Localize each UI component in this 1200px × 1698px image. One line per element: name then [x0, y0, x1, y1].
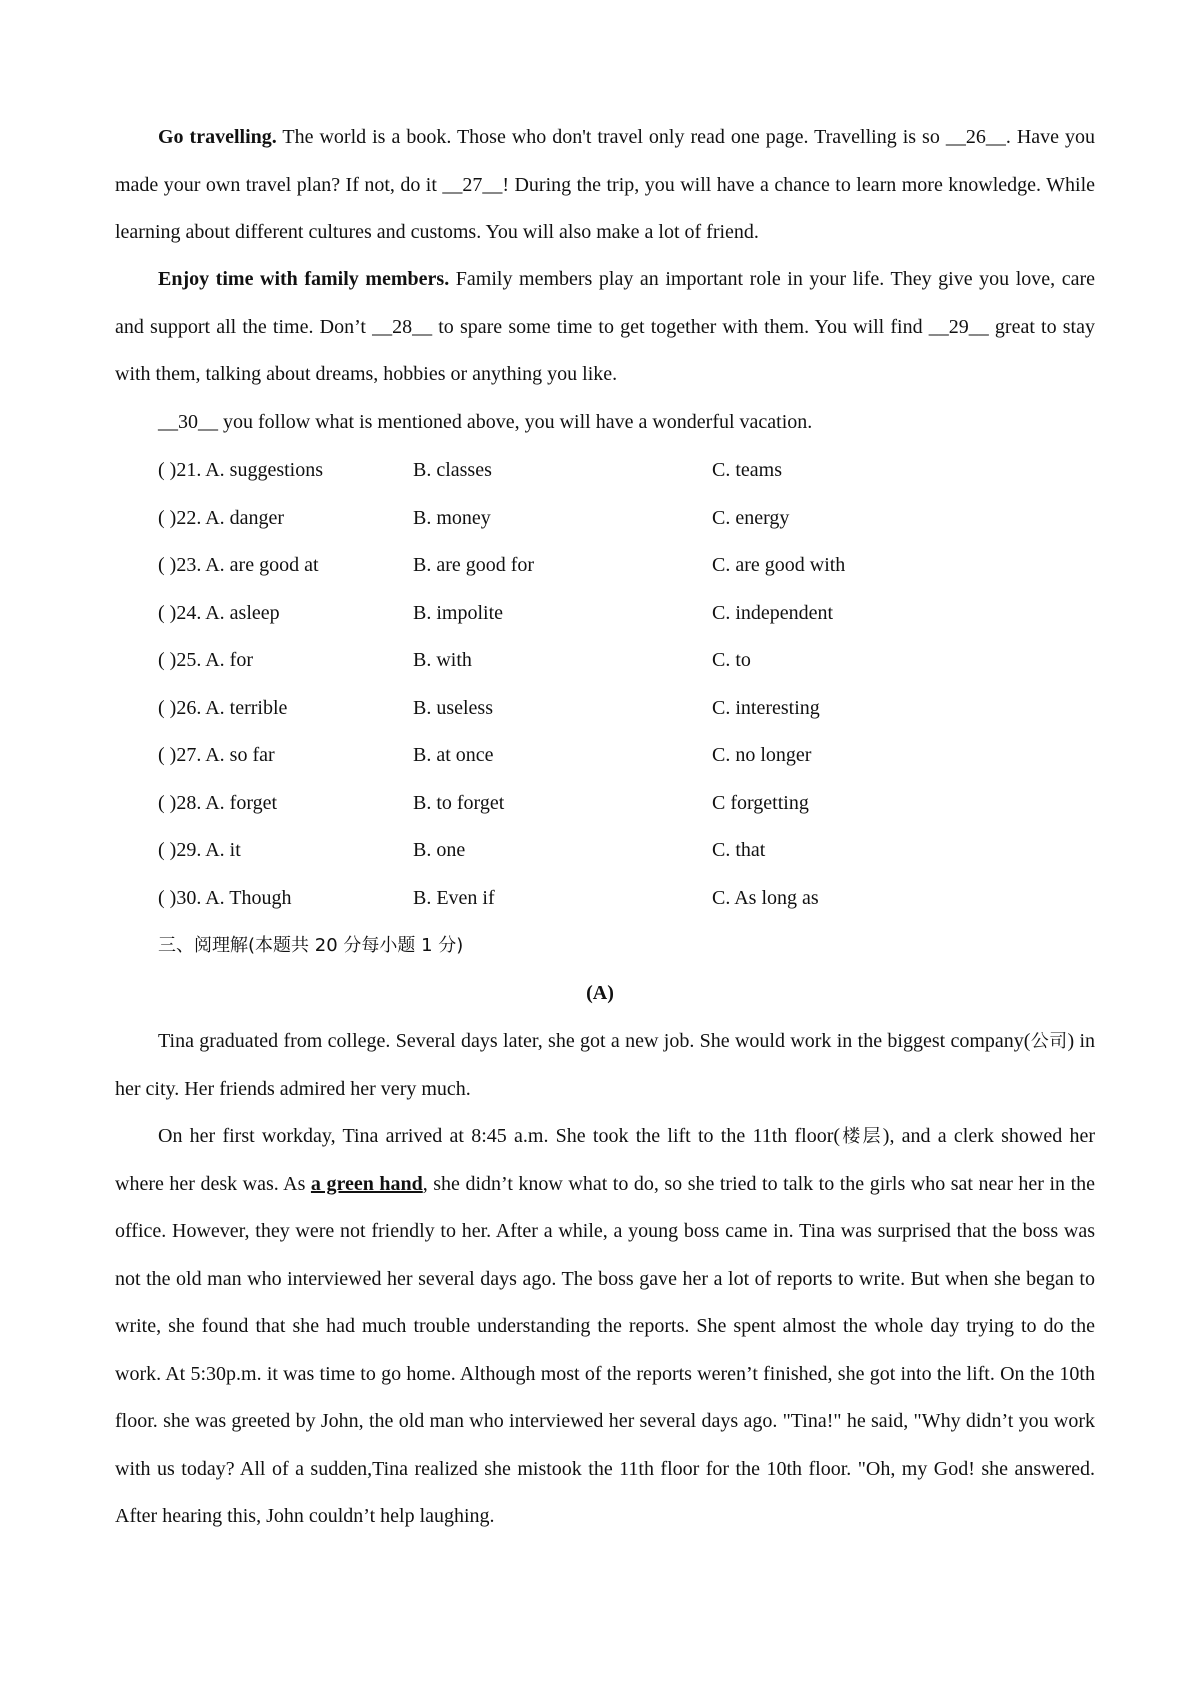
- option-b: B. one: [413, 839, 466, 861]
- paragraph-text: Tina graduated from college. Several days later, she got a new job. She would work in the biggest company(: [158, 1030, 1031, 1052]
- paragraph-go-travelling: [115, 114, 1095, 257]
- option-row: [158, 447, 1058, 495]
- option-a: ( )25. A. for: [158, 649, 253, 671]
- option-a: ( )27. A. so far: [158, 744, 275, 766]
- option-c: C. that: [712, 839, 766, 861]
- paragraph-family-members: [115, 256, 1095, 399]
- option-b: B. useless: [413, 696, 493, 719]
- option-row: [158, 875, 1058, 923]
- option-c: C. to: [712, 649, 751, 671]
- option-b: B. at once: [413, 744, 494, 766]
- option-row: [158, 637, 1058, 685]
- option-c: C forgetting: [712, 791, 809, 814]
- option-row: [158, 495, 1058, 543]
- option-b: B. classes: [413, 459, 492, 481]
- option-a: ( )30. A. Though: [158, 886, 292, 909]
- option-row: [158, 685, 1058, 733]
- option-a: ( )23. A. are good at: [158, 554, 319, 576]
- option-a: ( )21. A. suggestions: [158, 459, 323, 481]
- option-c: C. energy: [712, 506, 790, 529]
- paragraph-conclusion: [115, 399, 1095, 447]
- option-b: B. with: [413, 649, 472, 671]
- option-b: B. impolite: [413, 601, 503, 624]
- paragraph-text: __30__ you follow what is mentioned above, you will have a wonderful vacation.: [158, 411, 813, 433]
- option-c: C. are good with: [712, 554, 846, 576]
- option-c: C. no longer: [712, 744, 812, 766]
- option-row: [158, 542, 1058, 590]
- paragraph-text: On her first workday, Tina arrived at 8:45 a.m. She took the lift to the 11th floor(: [158, 1125, 841, 1147]
- underlined-phrase: a green hand: [310, 1172, 423, 1195]
- section-heading-reading: 三、阅理解(本题共 20 分每小题 1 分): [158, 935, 464, 956]
- option-a: ( )26. A. terrible: [158, 696, 288, 719]
- option-b: B. Even if: [413, 886, 495, 909]
- chinese-gloss: 公司: [1030, 1031, 1068, 1052]
- cloze-options-list: [158, 447, 1058, 922]
- option-row: [158, 780, 1058, 828]
- option-b: B. are good for: [413, 554, 535, 576]
- option-row: [158, 732, 1058, 780]
- paragraph-text: , she didn’t know what to do, so she tried to talk to the girls who sat near her in the office. However, they were not friendly to her. After a while, a young boss came in. Tina was surprised that the boss was not the old man who interviewed her several days ago. The boss gave her a lot of reports to write. But when she began to write, she found that she had much trouble understanding the reports. She spent almost the whole day trying to do the work. At 5:30p.m. it was time to go home. Although most of the reports weren’t finished, she got into the lift. On the 10th floor. she was greeted by John, the old man who interviewed her several days ago. "Tina!" he said, "Why didn’t you work with us today? All of a sudden,Tina realized she mistook the 11th floor for the 10th floor. "Oh, my God! she answered. After hearing this, John couldn’t help laughing.: [115, 1172, 1096, 1527]
- chinese-gloss: 楼层: [840, 1126, 883, 1147]
- passage-a-paragraph-1: [115, 1018, 1095, 1113]
- paragraph-lead: Enjoy time with family members.: [158, 268, 450, 290]
- option-c: C. teams: [712, 459, 782, 481]
- option-c: C. As long as: [712, 886, 819, 909]
- paragraph-text: Family members play an important role in your life. They give you love, care and support all the time. Don’t __28__ to spare some time to get together with them. You will find __29__ great to stay with them, talking about dreams, hobbies or anything you like.: [115, 268, 1096, 385]
- option-a: ( )22. A. danger: [158, 506, 285, 529]
- paragraph-text: ), and a clerk showed her where her desk was. As: [115, 1125, 1096, 1195]
- option-row: [158, 827, 1058, 875]
- option-a: ( )29. A. it: [158, 839, 241, 861]
- option-b: B. to forget: [413, 791, 505, 814]
- option-row: [158, 590, 1058, 638]
- option-a: ( )28. A. forget: [158, 791, 278, 814]
- option-c: C. interesting: [712, 696, 820, 719]
- passage-title: (A): [586, 982, 614, 1004]
- paragraph-lead: Go travelling.: [158, 126, 277, 148]
- option-b: B. money: [413, 506, 491, 529]
- passage-a-paragraph-2: [115, 1113, 1095, 1541]
- option-c: C. independent: [712, 601, 834, 624]
- paragraph-text: ) in her city. Her friends admired her very much.: [115, 1030, 1095, 1100]
- option-a: ( )24. A. asleep: [158, 601, 280, 624]
- paragraph-text: The world is a book. Those who don't travel only read one page. Travelling is so __26__. Have you made your own travel plan? If not, do it __27__! During the trip, you will have a chance to learn more knowledge. While learning about different cultures and customs. You will also make a lot of friend.: [115, 126, 1096, 243]
